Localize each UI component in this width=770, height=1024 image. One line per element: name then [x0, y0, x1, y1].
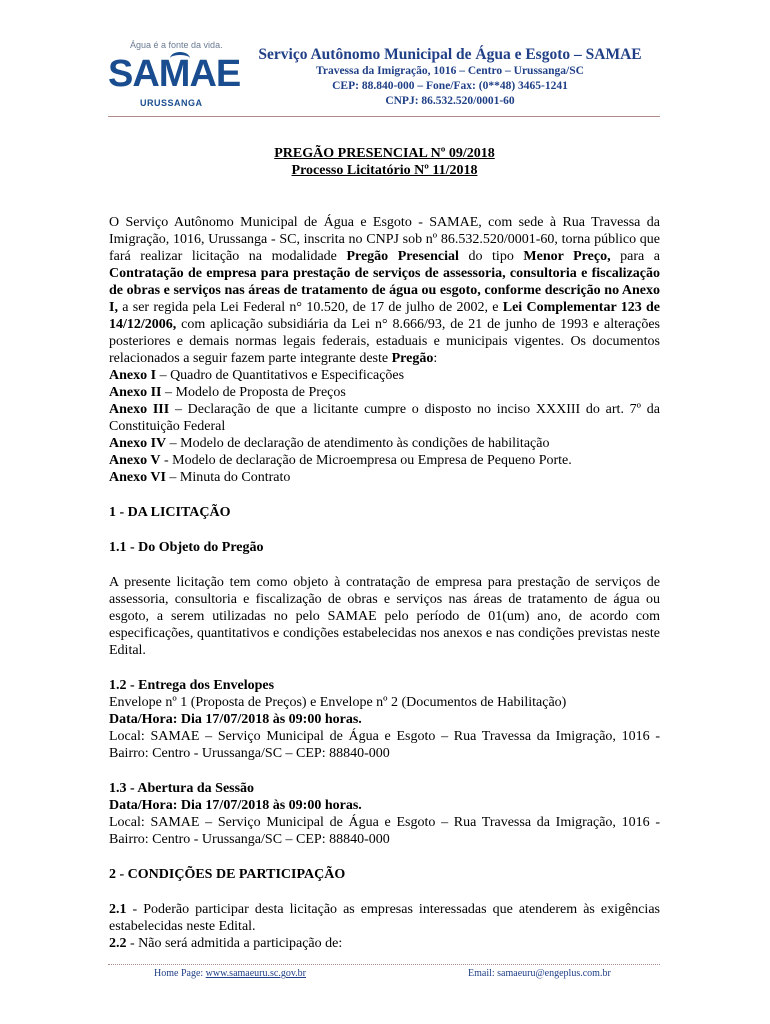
- section-1-3-datetime: Data/Hora: Dia 17/07/2018 às 09:00 horas.: [109, 798, 362, 813]
- section-1-2-local: Local: SAMAE – Serviço Municipal de Água e Esgoto – Rua Travessa da Imigração, 1016 - Bairro: Centro - Urussanga/SC – CEP: 88840-000: [109, 729, 660, 761]
- logo-tagline: Água é a fonte da vida.: [130, 40, 223, 50]
- section-2-1: 2.1 - Poderão participar desta licitação as empresas interessadas que atenderem às exigências estabelecidas neste Edital.: [109, 902, 660, 934]
- page-footer: [108, 964, 660, 982]
- header-divider: [108, 116, 660, 117]
- section-2-2: 2.2 - Não será admitida a participação de:: [109, 936, 343, 951]
- annex-list: [109, 367, 660, 486]
- samae-logo: [108, 40, 241, 110]
- organization-info: [240, 46, 660, 109]
- intro-paragraph: O Serviço Autônomo Municipal de Água e Esgoto - SAMAE, com sede à Rua Travessa da Imigração, 1016, Urussanga - SC, inscrita no CNPJ sob nº 86.532.520/0001-60, torna público que fará realizar licitação na modalidade Pregão Presencial do tipo Menor Preço, para a Contratação de empresa para prestação de serviços de assessoria, consultoria e fiscalização de obras e serviços nas áreas de tratamento de água ou esgoto, conforme descrição no Anexo I, a ser regida pela Lei Federal n° 10.520, de 17 de julho de 2002, e Lei Complementar 123 de 14/12/2006, com aplicação subsidiária da Lei n° 8.666/93, de 21 de junho de 1993 e alterações posteriores e demais normas legais federais, estaduais e municipais vigentes. Os documentos relacionados a seguir fazem parte integrante deste Pregão:: [109, 215, 661, 366]
- section-1-2-heading: 1.2 - Entrega dos Envelopes: [109, 678, 275, 693]
- logo-city: URUSSANGA: [140, 98, 203, 108]
- section-1-heading: 1 - DA LICITAÇÃO: [109, 505, 231, 520]
- org-address: Travessa da Imigração, 1016 – Centro – Urussanga/SC: [316, 65, 584, 77]
- document-title: [109, 145, 660, 179]
- annex-item: Anexo I – Quadro de Quantitativos e Especificações: [109, 368, 405, 383]
- section-1-3-local: Local: SAMAE – Serviço Municipal de Água e Esgoto – Rua Travessa da Imigração, 1016 - Bairro: Centro - Urussanga/SC – CEP: 88840-000: [109, 815, 660, 847]
- section-1-3-heading: 1.3 - Abertura da Sessão: [109, 781, 255, 796]
- section-2-heading: 2 - CONDIÇÕES DE PARTICIPAÇÃO: [109, 867, 346, 882]
- org-cnpj: CNPJ: 86.532.520/0001-60: [385, 95, 515, 107]
- title-line-2: Processo Licitatório Nº 11/2018: [291, 163, 478, 178]
- footer-email: Email: samaeuru@engeplus.com.br: [468, 968, 611, 979]
- org-contact: CEP: 88.840-000 – Fone/Fax: (0**48) 3465-1241: [332, 80, 568, 92]
- section-1-2-datetime: Data/Hora: Dia 17/07/2018 às 09:00 horas.: [109, 712, 362, 727]
- annex-item: Anexo IV – Modelo de declaração de atendimento às condições de habilitação: [109, 436, 550, 451]
- org-name: Serviço Autônomo Municipal de Água e Esgoto – SAMAE: [258, 46, 642, 63]
- homepage-link[interactable]: www.samaeuru.sc.gov.br: [205, 968, 306, 979]
- logo-brand: SAMAE: [108, 53, 241, 95]
- title-line-1: PREGÃO PRESENCIAL Nº 09/2018: [274, 146, 495, 161]
- page-header: [0, 0, 770, 122]
- section-1-1-text: A presente licitação tem como objeto à contratação de empresa para prestação de serviços de assessoria, consultoria e fiscalização de obras e serviços nas áreas de tratamento de água ou esgoto, a serem utilizadas no pelo SAMAE pelo período de 01(um) ano, de acordo com especificações, quantitativos e condições estabelecidas nos anexos e nas condições previstas neste Edital.: [109, 575, 660, 658]
- section-1-2-envelopes: Envelope nº 1 (Proposta de Preços) e Envelope nº 2 (Documentos de Habilitação): [109, 695, 567, 710]
- footer-divider: [108, 964, 660, 965]
- annex-item: Anexo II – Modelo de Proposta de Preços: [109, 385, 346, 400]
- annex-item: Anexo V - Modelo de declaração de Microempresa ou Empresa de Pequeno Porte.: [109, 453, 572, 468]
- document-body: [109, 145, 660, 952]
- footer-homepage: Home Page: www.samaeuru.sc.gov.br: [154, 968, 306, 979]
- section-1-1-heading: 1.1 - Do Objeto do Pregão: [109, 540, 264, 555]
- annex-item: Anexo III – Declaração de que a licitante cumpre o disposto no inciso XXXIII do art. 7º da Constituição Federal: [109, 402, 660, 434]
- annex-item: Anexo VI – Minuta do Contrato: [109, 470, 291, 485]
